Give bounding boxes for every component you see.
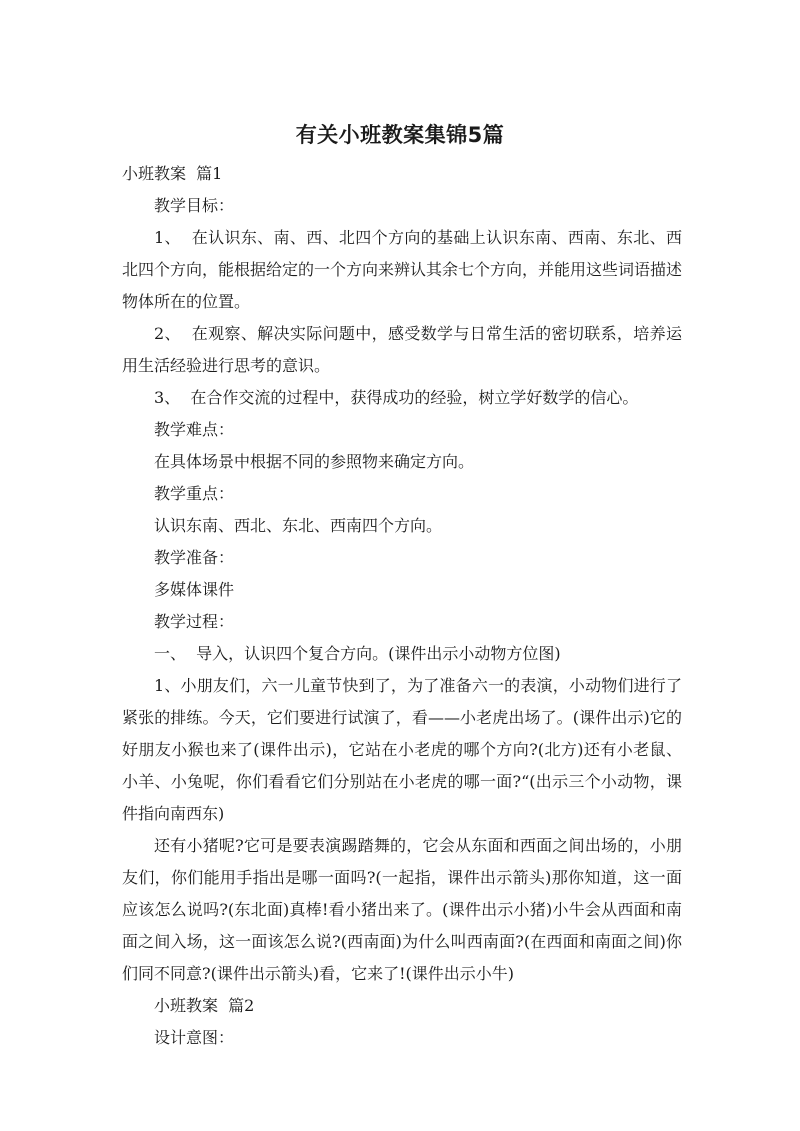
paragraph: 教学难点：	[154, 420, 235, 439]
paragraph: 教学目标：	[154, 196, 235, 215]
paragraph: 小班教案 篇1	[122, 164, 223, 183]
paragraph: 在具体场景中根据不同的参照物来确定方向。	[154, 452, 475, 471]
paragraph: 3、 在合作交流的过程中，获得成功的经验，树立学好数学的信心。	[154, 388, 639, 407]
paragraph: 2、 在观察、解决实际问题中，感受数学与日常生活的密切联系，培养运用生活经验进行思考的意识。	[122, 324, 682, 375]
paragraph: 教学过程：	[154, 612, 235, 631]
paragraph: 教学重点：	[154, 484, 235, 503]
document-body	[122, 158, 682, 1054]
paragraph: 认识东南、西北、东北、西南四个方向。	[154, 516, 443, 535]
paragraph: 多媒体课件	[154, 580, 235, 599]
paragraph: 1、小朋友们，六一儿童节快到了，为了准备六一的表演，小动物们进行了紧张的排练。今天，它们要进行试演了，看——小老虎出场了。(课件出示)它的好朋友小猴也来了(课件出示)，它站在小老虎的哪个方向?(北方)还有小老鼠、小羊、小兔呢，你们看看它们分别站在小老虎的哪一面?“(出示三个小动物，课件指向南西东)	[122, 676, 682, 823]
paragraph: 一、 导入，认识四个复合方向。(课件出示小动物方位图)	[154, 644, 561, 663]
paragraph: 教学准备：	[154, 548, 235, 567]
paragraph: 1、 在认识东、南、西、北四个方向的基础上认识东南、西南、东北、西北四个方向，能根据给定的一个方向来辨认其余七个方向，并能用这些词语描述物体所在的位置。	[122, 228, 683, 311]
paragraph: 还有小猪呢?它可是要表演踢踏舞的，它会从东面和西面之间出场的，小朋友们，你们能用手指出是哪一面吗?(一起指，课件出示箭头)那你知道，这一面应该怎么说吗?(东北面)真棒!看小猪出来了。(课件出示小猪)小牛会从西面和南面之间入场，这一面该怎么说?(西南面)为什么叫西南面?(在西面和南面之间)你们同不同意?(课件出示箭头)看，它来了!(课件出示小牛)	[122, 836, 682, 983]
document-title: 有关小班教案集锦5篇	[295, 123, 505, 147]
paragraph: 小班教案 篇2	[154, 996, 255, 1015]
paragraph: 设计意图：	[154, 1028, 235, 1047]
